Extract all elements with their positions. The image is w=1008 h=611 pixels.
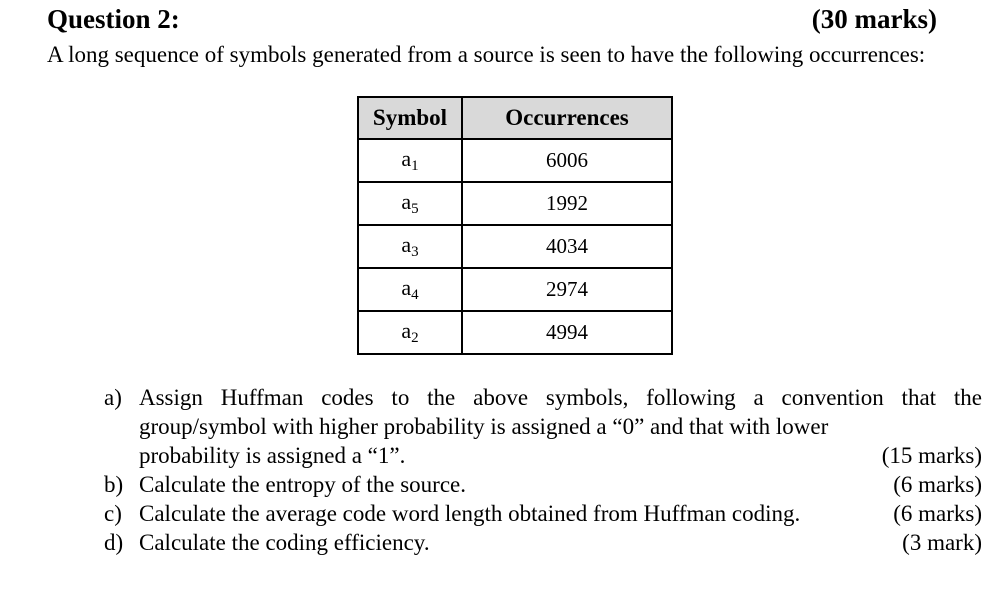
table-row [358, 139, 672, 182]
table-header-row [358, 97, 672, 139]
table-row [358, 311, 672, 354]
question-intro: A long sequence of symbols generated from a source is seen to have the following occurrences: [47, 42, 926, 67]
table-row [358, 225, 672, 268]
part-last-line [139, 441, 982, 470]
symbol-subscript: 4 [411, 287, 419, 303]
symbol-cell [358, 225, 462, 268]
occurrences-cell: 4034 [462, 225, 672, 268]
part-marks: (6 marks) [893, 501, 982, 526]
symbol-letter: a [401, 318, 412, 343]
part-letter: b) [104, 472, 124, 497]
part-body [139, 528, 982, 557]
part-body [139, 499, 982, 528]
question-parts-list [104, 383, 982, 557]
part-letter: c) [104, 501, 122, 526]
symbol-cell [358, 182, 462, 225]
symbol-cell [358, 139, 462, 182]
part-text: Assign Huffman codes to the above symbols, following a convention that the group/symbol with higher probability is assigned a “0” and that with lower [139, 385, 982, 439]
occurrences-cell: 6006 [462, 139, 672, 182]
occurrences-table [357, 96, 673, 355]
question-part-c [104, 499, 982, 528]
part-body [139, 470, 982, 499]
part-text: Calculate the entropy of the source. [139, 472, 466, 497]
occurrences-cell: 2974 [462, 268, 672, 311]
symbol-subscript: 3 [411, 244, 419, 260]
column-header-occurrences: Occurrences [462, 97, 672, 139]
symbol-cell [358, 311, 462, 354]
question-title: Question 2: [47, 4, 180, 34]
part-letter: a) [104, 385, 122, 410]
symbol-subscript: 5 [411, 201, 419, 217]
part-body [139, 383, 982, 470]
symbol-subscript: 1 [411, 158, 419, 174]
occurrences-cell: 1992 [462, 182, 672, 225]
part-text: Calculate the average code word length obtained from Huffman coding. [139, 501, 801, 526]
column-header-symbol: Symbol [358, 97, 462, 139]
part-marks: (3 mark) [902, 530, 982, 555]
question-part-b [104, 470, 982, 499]
part-letter: d) [104, 530, 124, 555]
table-row [358, 182, 672, 225]
symbol-cell [358, 268, 462, 311]
question-part-a [104, 383, 982, 470]
symbol-letter: a [401, 189, 412, 214]
question-marks: (30 marks) [811, 4, 937, 34]
part-text-last: probability is assigned a “1”. [139, 443, 406, 468]
symbol-letter: a [401, 146, 412, 171]
part-text: Calculate the coding efficiency. [139, 530, 430, 555]
part-marks: (15 marks) [881, 443, 982, 468]
symbol-letter: a [401, 232, 412, 257]
question-part-d [104, 528, 982, 557]
symbol-subscript: 2 [411, 330, 419, 346]
symbol-letter: a [401, 275, 412, 300]
part-marks: (6 marks) [893, 472, 982, 497]
occurrences-cell: 4994 [462, 311, 672, 354]
table-row [358, 268, 672, 311]
